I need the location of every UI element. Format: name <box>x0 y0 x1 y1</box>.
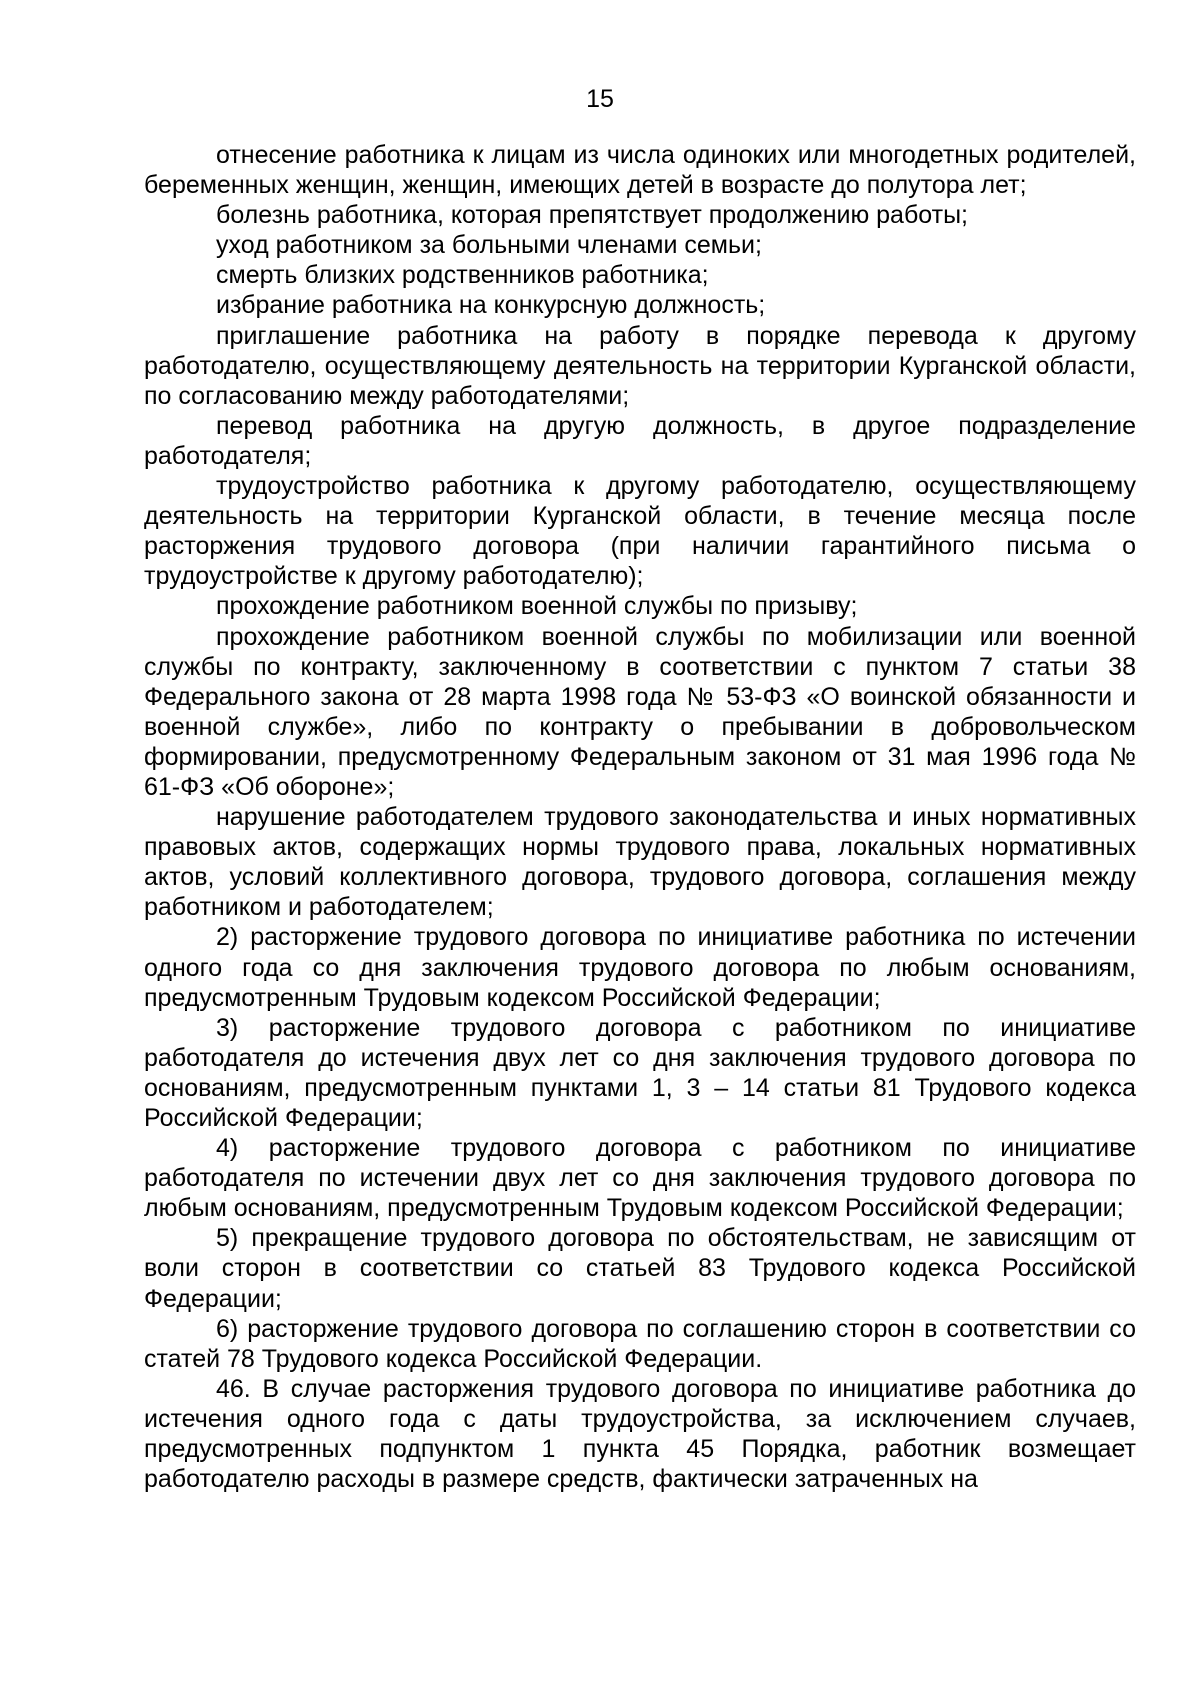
list-item-internal-transfer: перевод работника на другую должность, в другое подразделение работодателя; <box>144 411 1136 470</box>
subpoint-5: 5) прекращение трудового договора по обстоятельствам, не зависящим от воли сторон в соответствии со статьей 83 Трудового кодекса Российской Федерации; <box>144 1224 1136 1313</box>
document-body <box>144 140 1136 1494</box>
page-number: 15 <box>586 85 614 113</box>
list-item-family-care: уход работником за больными членами семьи; <box>216 231 762 260</box>
subpoint-2: 2) расторжение трудового договора по инициативе работника по истечении одного года со дня заключения трудового договора по любым основаниям, предусмотренным Трудовым кодексом Российской Федерации; <box>144 923 1136 1012</box>
list-item-mobilization: прохождение работником военной службы по мобилизации или военной службы по контракту, заключенному в соответствии с пунктом 7 статьи 38 Федерального закона от 28 марта 1998 года № 53-ФЗ «О воинской обязанности и военной службе», либо по контракту о пребывании в добровольческом формировании, предусмотренному Федеральным законом от 31 мая 1996 года № 61-ФЗ «Об обороне»; <box>144 622 1136 801</box>
list-item-single-parent: отнесение работника к лицам из числа одиноких или многодетных родителей, беременных женщин, женщин, имеющих детей в возрасте до полутора лет; <box>144 141 1136 200</box>
list-item-competitive-position: избрание работника на конкурсную должность; <box>216 291 766 320</box>
subpoint-3: 3) расторжение трудового договора с работником по инициативе работодателя до истечения двух лет со дня заключения трудового договора по основаниям, предусмотренным пунктами 1, 3 – 14 статьи 81 Трудового кодекса Российской Федерации; <box>144 1013 1136 1132</box>
subpoint-4: 4) расторжение трудового договора с работником по инициативе работодателя по истечении двух лет со дня заключения трудового договора по любым основаниям, предусмотренным Трудовым кодексом Российской Федерации; <box>144 1134 1136 1223</box>
list-item-employer-violation: нарушение работодателем трудового законодательства и иных нормативных правовых актов, содержащих нормы трудового права, локальных нормативных актов, условий коллективного договора, трудового договора, соглашения между работником и работодателем; <box>144 803 1136 922</box>
subpoint-6: 6) расторжение трудового договора по соглашению сторон в соответствии со статей 78 Трудового кодекса Российской Федерации. <box>144 1314 1136 1373</box>
list-item-transfer-invitation: приглашение работника на работу в порядке перевода к другому работодателю, осуществляющему деятельность на территории Курганской области, по согласованию между работодателями; <box>144 321 1136 410</box>
list-item-relative-death: смерть близких родственников работника; <box>216 261 709 290</box>
clause-46: 46. В случае расторжения трудового договора по инициативе работника до истечения одного года с даты трудоустройства, за исключением случаев, предусмотренных подпунктом 1 пункта 45 Порядка, работник возмещает работодателю расходы в размере средств, фактически затраченных на <box>144 1374 1136 1494</box>
list-item-illness: болезнь работника, которая препятствует продолжению работы; <box>216 201 969 230</box>
list-item-conscription: прохождение работником военной службы по призыву; <box>216 592 858 621</box>
list-item-new-employer: трудоустройство работника к другому работодателю, осуществляющему деятельность на территории Курганской области, в течение месяца после расторжения трудового договора (при наличии гарантийного письма о трудоустройстве к другому работодателю); <box>144 472 1136 591</box>
